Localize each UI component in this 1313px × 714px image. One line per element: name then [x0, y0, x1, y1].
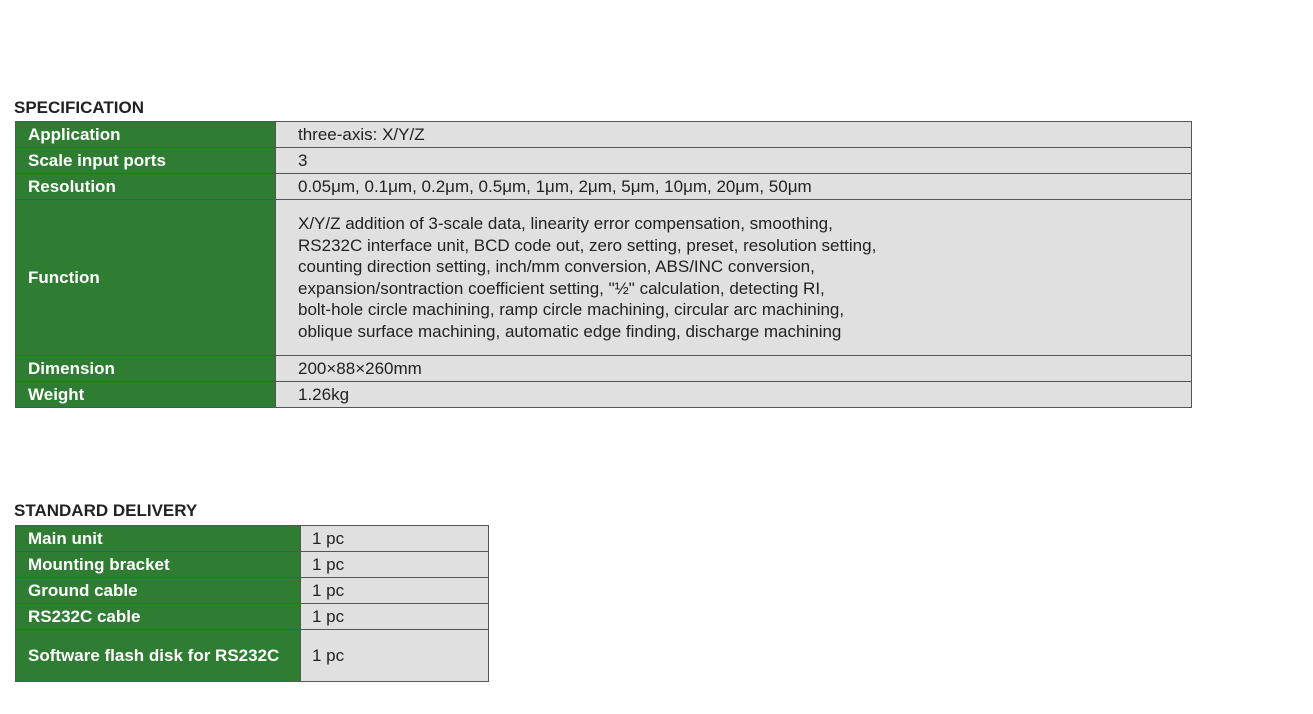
function-line: oblique surface machining, automatic edge finding, discharge machining [298, 321, 842, 341]
table-row [16, 630, 489, 682]
spec-label-dimension: Dimension [16, 356, 276, 382]
delivery-label-ground-cable: Ground cable [16, 578, 301, 604]
delivery-value-rs232c-cable: 1 pc [301, 604, 489, 630]
spec-label-function: Function [16, 200, 276, 356]
table-row [16, 200, 1192, 356]
spec-value-resolution: 0.05μm, 0.1μm, 0.2μm, 0.5μm, 1μm, 2μm, 5μm, 10μm, 20μm, 50μm [276, 174, 1192, 200]
delivery-label-main-unit: Main unit [16, 526, 301, 552]
table-row [16, 604, 489, 630]
specification-table [15, 121, 1192, 408]
spec-value-scale-input-ports: 3 [276, 148, 1192, 174]
table-row [16, 578, 489, 604]
spec-value-application: three-axis: X/Y/Z [276, 122, 1192, 148]
spec-label-scale-input-ports: Scale input ports [16, 148, 276, 174]
delivery-label-mounting-bracket: Mounting bracket [16, 552, 301, 578]
delivery-label-software-flash-disk: Software flash disk for RS232C [16, 630, 301, 682]
table-row [16, 552, 489, 578]
delivery-value-ground-cable: 1 pc [301, 578, 489, 604]
function-line: X/Y/Z addition of 3-scale data, linearity error compensation, smoothing, [298, 214, 833, 233]
specification-title: SPECIFICATION [14, 98, 145, 117]
function-line: RS232C interface unit, BCD code out, zero setting, preset, resolution setting, [298, 235, 877, 255]
delivery-value-main-unit: 1 pc [301, 526, 489, 552]
spec-value-dimension: 200×88×260mm [276, 356, 1192, 382]
table-row [16, 356, 1192, 382]
function-line: bolt-hole circle machining, ramp circle machining, circular arc machining, [298, 300, 845, 319]
spec-label-application: Application [16, 122, 276, 148]
spec-value-weight: 1.26kg [276, 382, 1192, 408]
table-row [16, 122, 1192, 148]
standard-delivery-table [15, 525, 489, 682]
delivery-value-software-flash-disk: 1 pc [301, 630, 489, 682]
spec-label-weight: Weight [16, 382, 276, 408]
table-row [16, 526, 489, 552]
spec-value-function [276, 200, 1192, 356]
table-row [16, 148, 1192, 174]
table-row [16, 174, 1192, 200]
delivery-value-mounting-bracket: 1 pc [301, 552, 489, 578]
function-line: expansion/sontraction coefficient setting, "½" calculation, detecting RI, [298, 278, 825, 298]
spec-label-resolution: Resolution [16, 174, 276, 200]
function-line: counting direction setting, inch/mm conversion, ABS/INC conversion, [298, 257, 815, 276]
standard-delivery-title: STANDARD DELIVERY [14, 501, 198, 520]
table-row [16, 382, 1192, 408]
delivery-label-rs232c-cable: RS232C cable [16, 604, 301, 630]
